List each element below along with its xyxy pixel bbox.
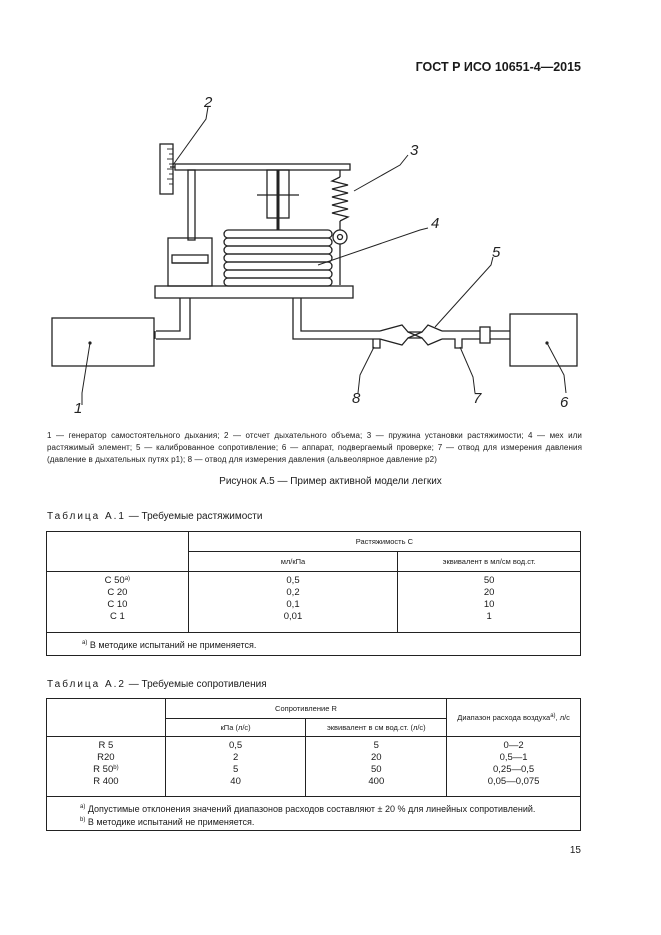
figure-label-3: 3 — [410, 142, 419, 159]
table2-group-header: Сопротивление R — [165, 699, 446, 719]
figure-label-5: 5 — [492, 244, 501, 261]
table-row: C 10 — [107, 599, 128, 610]
base-plate — [155, 286, 353, 298]
table2-value1-column: 0,5 2 5 40 — [165, 737, 306, 797]
table-row: C 20 — [107, 587, 128, 598]
figure-label-4: 4 — [431, 215, 440, 232]
figure-label-8: 8 — [352, 390, 361, 407]
table2-footnotes — [47, 797, 581, 831]
table-row: R20 — [97, 752, 115, 763]
figure-legend: 1 — генератор самостоятельного дыхания; 2 — отсчет дыхательного объема; 3 — пружина установки растяжимости; 4 — мех или растяжимый элемент; 5 — калиброванное сопротивление; 6 — аппарат, подвергаемый проверке; 7 — отвод для измерения давления (давление в дыхательных путях p1); 8 — отвод для измерения давления (альвеолярное давление p2) — [47, 431, 582, 464]
figure-label-6: 6 — [560, 394, 569, 411]
figure-label-7: 7 — [473, 390, 482, 407]
page-number: 15 — [569, 845, 581, 856]
table1-footnote: $^{a)}$ В методике испытаний не применяется. — [47, 633, 581, 656]
breathing-generator — [52, 318, 154, 366]
table2-col2-header: эквивалент в см вод.ст. (л/с) — [306, 719, 447, 737]
table2-value3-column: 0—2 0,5—1 0,25—0,5 0,05—0,075 — [447, 737, 581, 797]
compliance-spring — [332, 177, 348, 221]
table-row: C 50$^{a)}$ — [104, 575, 131, 586]
table1-value1-column: 0,5 0,2 0,1 0,01 — [188, 572, 398, 633]
table2-caption-title: — Требуемые сопротивления — [128, 679, 267, 690]
table2-caption — [47, 679, 267, 690]
table2-col1-header: кПа (л/с) — [165, 719, 306, 737]
lung-model-diagram — [30, 85, 630, 415]
table-row: R 50$^{b)}$ — [93, 764, 119, 775]
table1-caption — [47, 511, 262, 522]
table2-footnote-b: $^{b)}$ В методике испытаний не применяется. — [80, 817, 255, 827]
table2-blank-header — [47, 699, 166, 737]
table-resistance — [46, 698, 581, 831]
piston-cylinder — [168, 238, 212, 286]
table2-name-column — [47, 737, 166, 797]
table2-value2-column: 5 20 50 400 — [306, 737, 447, 797]
table-row: R 400 — [93, 776, 119, 787]
table-row: C 1 — [109, 611, 125, 622]
table2-col3-header: Диапазон расхода воздуха$^{a)}$, л/с — [447, 699, 581, 737]
table1-col1-header: мл/кПа — [188, 552, 398, 572]
device-under-test — [510, 314, 577, 366]
table1-group-header: Растяжимость C — [188, 532, 580, 552]
table1-name-column — [47, 572, 189, 633]
table1-caption-prefix: Таблица А.1 — [47, 511, 126, 522]
table1-col2-header: эквивалент в мл/см вод.ст. — [398, 552, 581, 572]
table-compliance — [46, 531, 581, 656]
table1-blank-header — [47, 532, 189, 572]
top-lever — [175, 164, 350, 170]
table1-caption-title: — Требуемые растяжимости — [128, 511, 263, 522]
figure-caption: Рисунок А.5 — Пример активной модели легких — [219, 476, 442, 487]
figure-label-1: 1 — [74, 400, 83, 415]
bellows — [224, 230, 332, 286]
table2-footnote-a: $^{a)}$ Допустимые отклонения значений диапазонов расходов составляют ± 20 % для линейных сопротивлений. — [80, 804, 536, 814]
table1-value2-column: 50 20 10 1 — [398, 572, 581, 633]
document-header: ГОСТ Р ИСО 10651-4—2015 — [415, 60, 581, 74]
figure-label-2: 2 — [204, 94, 213, 111]
table-row: R 5 — [98, 740, 114, 751]
table2-caption-prefix: Таблица А.2 — [47, 679, 126, 690]
